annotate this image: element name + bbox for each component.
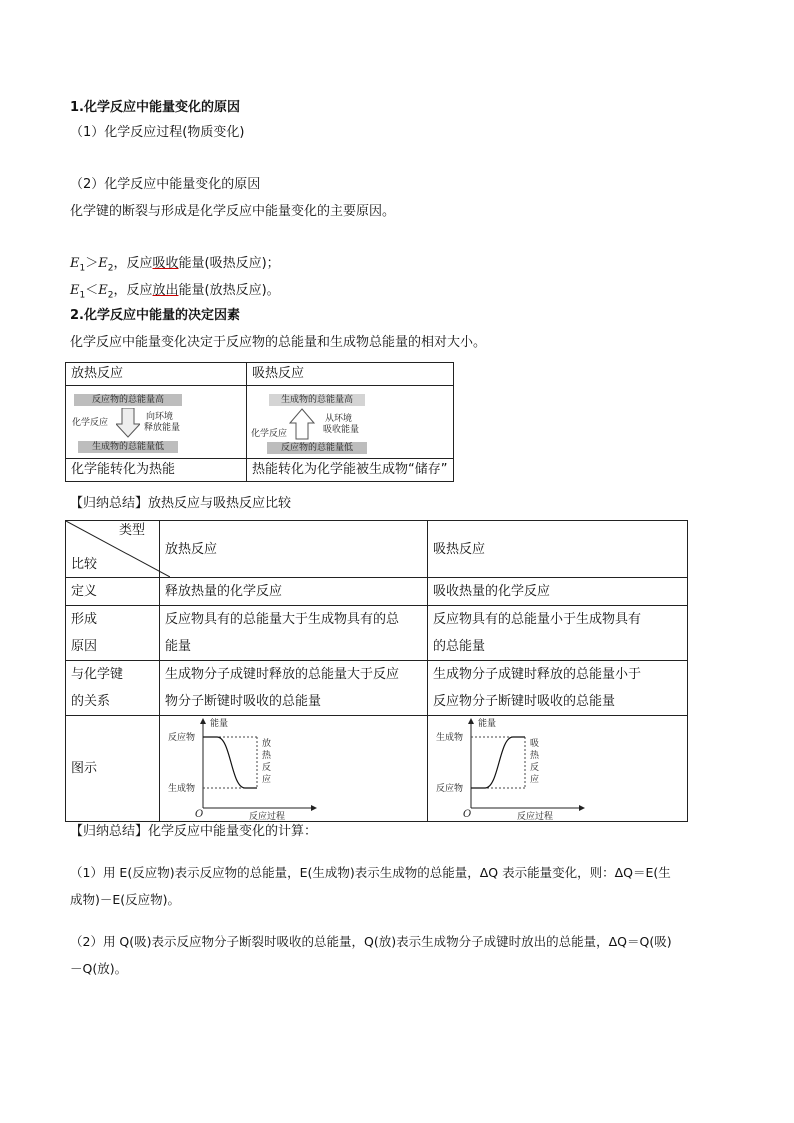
calc1-line1: （1）用 E(反应物)表示反应物的总能量，E(生成物)表示生成物的总能量，ΔQ 表示能量变化，则：ΔQ＝E(生	[70, 865, 671, 880]
table1-exo-conversion: 化学能转化为热能	[66, 459, 247, 482]
exo-side-1: 放	[262, 739, 272, 749]
row-graph-label: 图示	[66, 716, 160, 822]
row-bond-exo: 生成物分子成键时释放的总能量大于反应 物分子断键时吸收的总能量	[160, 661, 428, 716]
table2-header-endo: 吸热反应	[428, 521, 688, 578]
endo-y-arrow	[468, 718, 474, 724]
exo-diagram-left: 化学反应	[72, 418, 109, 428]
endo-bottom-label: 反应物	[436, 784, 464, 794]
table1-endo-conversion: 热能转化为化学能被生成物“储存”	[247, 459, 454, 482]
exo-diagram-bottom: 生成物的总能量低	[78, 441, 178, 453]
exo-y-arrow	[200, 718, 206, 724]
rule-release: $E_1<E_2$，反应放出能量(放热反应)。	[70, 283, 280, 301]
endo-diagram-right1: 从环境	[325, 414, 353, 424]
keyword-release: 放出	[152, 283, 179, 298]
section2-paragraph: 化学反应中能量变化决定于反应物的总能量和生成物总能量的相对大小。	[70, 335, 487, 350]
endo-side-2: 热	[530, 751, 540, 761]
table1-header-endo: 吸热反应	[247, 363, 454, 386]
exo-curve	[203, 737, 257, 788]
exo-diagram	[66, 386, 246, 452]
section1-sub2: （2）化学反应中能量变化的原因	[70, 177, 261, 192]
calc1-line2: 成物)－E(反应物)。	[70, 892, 181, 907]
row-cause-exo: 反应物具有的总能量大于生成物具有的总 能量	[160, 606, 428, 661]
exo-x-label: 反应过程	[249, 812, 286, 820]
endo-diagram	[247, 386, 427, 453]
summary1-title: 【归纳总结】放热反应与吸热反应比较	[70, 496, 292, 511]
row-cause-endo: 反应物具有的总能量小于生成物具有 的总能量	[428, 606, 688, 661]
row-bond-label: 与化学键 的关系	[66, 661, 160, 716]
row-cause-label: 形成 原因	[66, 606, 160, 661]
exo-side-2: 热	[262, 751, 272, 761]
exo-side-3: 反	[262, 763, 272, 773]
exo-diagram-right2: 释放能量	[144, 423, 181, 433]
endo-origin: O	[463, 809, 472, 820]
exo-graph-cell	[160, 716, 428, 822]
rule-absorb: $E_1>E_2$，反应吸收能量(吸热反应)；	[70, 256, 280, 274]
exo-x-arrow	[311, 805, 317, 811]
endo-graph-cell	[428, 716, 688, 822]
exo-energy-graph	[165, 716, 325, 820]
table2-header-exo: 放热反应	[160, 521, 428, 578]
section1-paragraph: 化学键的断裂与形成是化学反应中能量变化的主要原因。	[70, 204, 396, 219]
endo-energy-graph	[433, 716, 593, 820]
row-definition-exo: 释放热量的化学反应	[160, 578, 428, 606]
endo-diagram-left: 化学反应	[251, 429, 288, 439]
exo-y-label: 能量	[210, 719, 229, 729]
endo-curve	[471, 737, 525, 788]
table2-header-compare: 比较	[71, 557, 98, 572]
exo-origin: O	[195, 809, 204, 820]
up-arrow-icon	[289, 408, 315, 440]
row-definition-endo: 吸收热量的化学反应	[428, 578, 688, 606]
energy-table	[65, 362, 454, 482]
endo-y-label: 能量	[478, 719, 497, 729]
row-bond-endo: 生成物分子成键时释放的总能量小于 反应物分子断键时吸收的总能量	[428, 661, 688, 716]
endo-side-4: 应	[530, 775, 540, 785]
endo-side-3: 反	[530, 763, 540, 773]
calc2-line2: －Q(放)。	[70, 961, 128, 976]
comparison-table	[65, 520, 688, 822]
table2-header-type: 类型	[118, 523, 145, 538]
summary2-title: 【归纳总结】化学反应中能量变化的计算：	[70, 824, 318, 839]
endo-top-label: 生成物	[436, 733, 464, 743]
keyword-absorb: 吸收	[152, 256, 179, 271]
endo-diagram-bottom: 反应物的总能量低	[267, 442, 367, 454]
endo-diagram-top: 生成物的总能量高	[269, 394, 365, 406]
table2-corner	[66, 521, 160, 578]
section2-heading: 2.化学反应中能量的决定因素	[70, 308, 240, 323]
endo-diagram-right2: 吸收能量	[323, 425, 360, 435]
exo-bottom-label: 生成物	[168, 784, 196, 794]
endo-side-1: 吸	[530, 739, 540, 749]
exo-diagram-top: 反应物的总能量高	[74, 394, 182, 406]
endo-x-label: 反应过程	[517, 812, 554, 820]
exo-diagram-right1: 向环境	[146, 412, 174, 422]
section1-heading: 1.化学反应中能量变化的原因	[70, 100, 240, 115]
exo-side-4: 应	[262, 775, 272, 785]
endo-x-arrow	[579, 805, 585, 811]
section1-sub1: （1）化学反应过程(物质变化)	[70, 125, 245, 140]
table1-header-exo: 放热反应	[66, 363, 247, 386]
down-arrow-icon	[116, 408, 140, 438]
calc2-line1: （2）用 Q(吸)表示反应物分子断裂时吸收的总能量，Q(放)表示生成物分子成键时放出的总能量，ΔQ＝Q(吸)	[70, 934, 672, 949]
exo-top-label: 反应物	[168, 733, 196, 743]
row-definition-label: 定义	[66, 578, 160, 606]
